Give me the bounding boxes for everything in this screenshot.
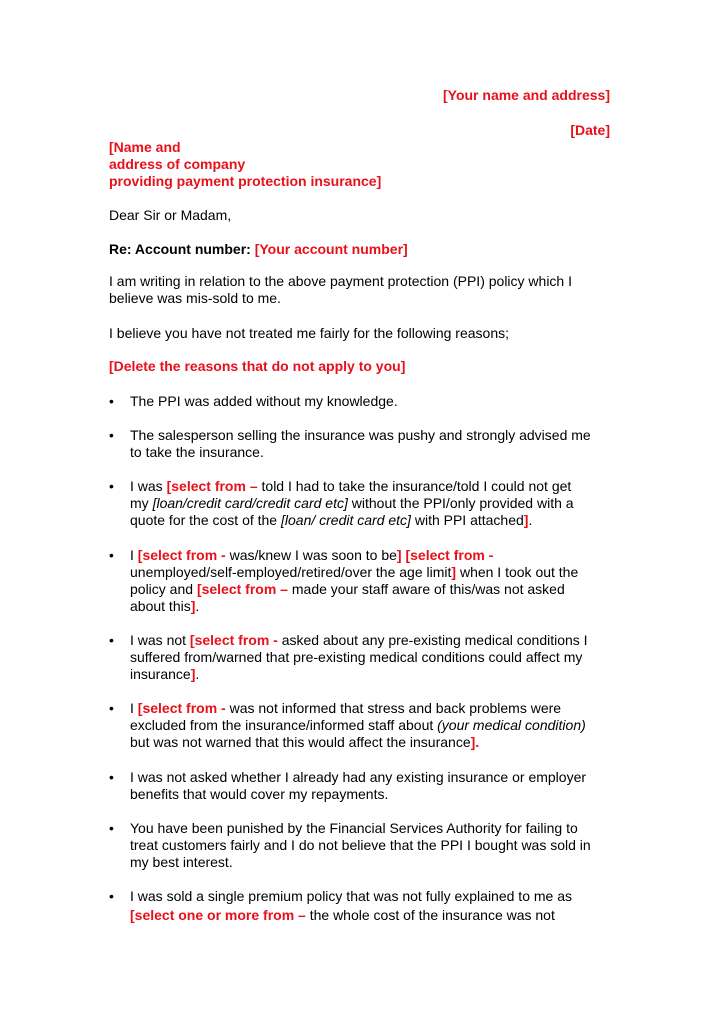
reason-line (130, 598, 615, 615)
italic-placeholder: [loan/ credit card etc] (281, 512, 411, 528)
select-placeholder: [select one or more from – (130, 907, 306, 923)
recipient-line: address of company (109, 156, 246, 172)
text-run: was not informed that stress and back problems were (225, 700, 562, 716)
bullet-icon: • (109, 769, 114, 785)
reference-label: Re: Account number: (109, 241, 255, 257)
closing-bracket: ] (190, 598, 196, 614)
reason-line: suffered from/warned that pre-existing medical conditions could affect my (130, 649, 583, 665)
reason-line (130, 547, 615, 564)
reasons-intro: I believe you have not treated me fairly for the following reasons; (109, 325, 509, 341)
text-run: insurance (130, 666, 191, 682)
select-placeholder: [select from – (166, 478, 258, 494)
reason-line (130, 478, 615, 495)
reason-line (130, 564, 615, 581)
bullet-icon: • (109, 820, 114, 836)
reason-line: treat customers fairly and I do not believe that the PPI I bought was sold in (130, 837, 591, 853)
text-run: unemployed/self-employed/retired/over the age limit (130, 564, 452, 580)
select-placeholder: [select from - (405, 547, 494, 563)
salutation: Dear Sir or Madam, (109, 207, 232, 223)
select-placeholder: [select from - (189, 632, 278, 648)
text-run: but was not warned that this would affect the insurance (130, 734, 471, 750)
select-placeholder: [select from - (137, 547, 226, 563)
text-run: my (130, 495, 153, 511)
text-run: I (130, 700, 138, 716)
reason-line (130, 581, 615, 598)
reason-line: You have been punished by the Financial Services Authority for failing to (130, 820, 578, 836)
bullet-icon: • (109, 888, 114, 904)
reason-line (130, 632, 615, 649)
text-run: asked about any pre-existing medical conditions I (277, 632, 588, 648)
reason-line (130, 907, 615, 924)
reference-line (109, 241, 614, 258)
reason-line (130, 734, 615, 751)
text-run: quote for the cost of the (130, 512, 281, 528)
closing-bracket: ] (396, 547, 402, 563)
paragraph-line: believe was mis-sold to me. (109, 290, 281, 306)
text-run: with PPI attached (410, 512, 524, 528)
bullet-icon: • (109, 632, 114, 648)
text-run: . (195, 598, 200, 614)
text-run: I was (130, 478, 167, 494)
text-run: without the PPI/only provided with a (347, 495, 574, 511)
reason-line: my best interest. (130, 854, 233, 870)
delete-instruction: [Delete the reasons that do not apply to you] (109, 358, 406, 374)
reason-line (130, 495, 615, 512)
reason-line: I was not asked whether I already had any existing insurance or employer (130, 769, 587, 785)
text-run: . (195, 666, 200, 682)
text-run: . (528, 512, 533, 528)
reason-line: I was sold a single premium policy that was not fully explained to me as (130, 888, 572, 904)
select-placeholder: [select from - (137, 700, 226, 716)
reason-line: to take the insurance. (130, 444, 264, 460)
reason-line: benefits that would cover my repayments. (130, 786, 389, 802)
reason-line (130, 717, 615, 734)
text-run: made your staff aware of this/was not asked (287, 581, 565, 597)
account-number-placeholder: [Your account number] (254, 241, 408, 257)
reason-line: The PPI was added without my knowledge. (130, 393, 398, 409)
italic-placeholder: [loan/credit card/credit card etc] (152, 495, 348, 511)
bullet-icon: • (109, 700, 114, 716)
sender-placeholder: [Your name and address] (442, 87, 610, 103)
text-run: I was not (130, 632, 190, 648)
recipient-line: [Name and (109, 139, 181, 155)
bullet-icon: • (109, 427, 114, 443)
text-run: policy and (130, 581, 197, 597)
text-run: was/knew I was soon to be (225, 547, 397, 563)
bullet-icon: • (109, 547, 114, 563)
reason-line (130, 666, 615, 683)
closing-bracket: ] (190, 666, 196, 682)
bullet-icon: • (109, 393, 114, 409)
text-run: about this (130, 598, 191, 614)
reason-line (130, 512, 615, 529)
paragraph-line: I am writing in relation to the above payment protection (PPI) policy which I (109, 273, 572, 289)
closing-bracket: ] (451, 564, 457, 580)
italic-placeholder: (your medical condition) (437, 717, 586, 733)
closing-bracket: ] (523, 512, 529, 528)
reason-line (130, 700, 615, 717)
text-run: told I had to take the insurance/told I could not get (257, 478, 572, 494)
text-run: when I took out the (456, 564, 579, 580)
recipient-address (109, 139, 614, 190)
bullet-icon: • (109, 478, 114, 494)
date-placeholder: [Date] (570, 122, 610, 138)
text-run: the whole cost of the insurance was not (305, 907, 555, 923)
closing-bracket: ]. (470, 734, 480, 750)
select-placeholder: [select from – (196, 581, 288, 597)
text-run: I (130, 547, 138, 563)
reason-line: The salesperson selling the insurance was pushy and strongly advised me (130, 427, 591, 443)
intro-paragraph (109, 273, 614, 307)
text-run: excluded from the insurance/informed staff about (130, 717, 438, 733)
recipient-line: providing payment protection insurance] (109, 173, 382, 189)
